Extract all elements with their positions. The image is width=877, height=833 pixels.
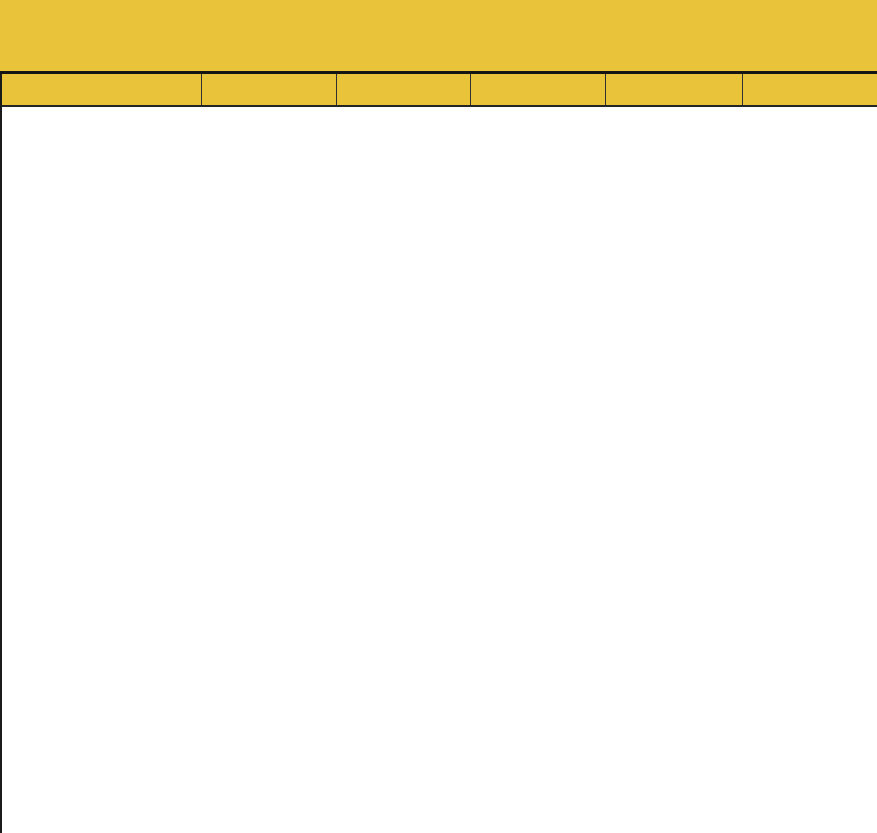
plan-header-professional (605, 0, 742, 71)
additional-services-band (0, 74, 877, 107)
plan-header-wash-dry-fold (470, 0, 605, 71)
plan-header-shirts-polos (336, 0, 470, 71)
additional-services-label (0, 74, 201, 105)
item-column-header (0, 0, 201, 71)
table-left-border (0, 74, 2, 833)
plan-header-discount-pass (201, 0, 336, 71)
table-header (0, 0, 877, 74)
band-limit-shirts-polos (336, 74, 470, 105)
band-limit-professional (605, 74, 742, 105)
band-limit-wash-dry-fold (470, 74, 605, 105)
band-limit-discount-pass (201, 74, 336, 105)
band-limit-prestige (742, 74, 877, 105)
plan-header-prestige (742, 0, 877, 71)
